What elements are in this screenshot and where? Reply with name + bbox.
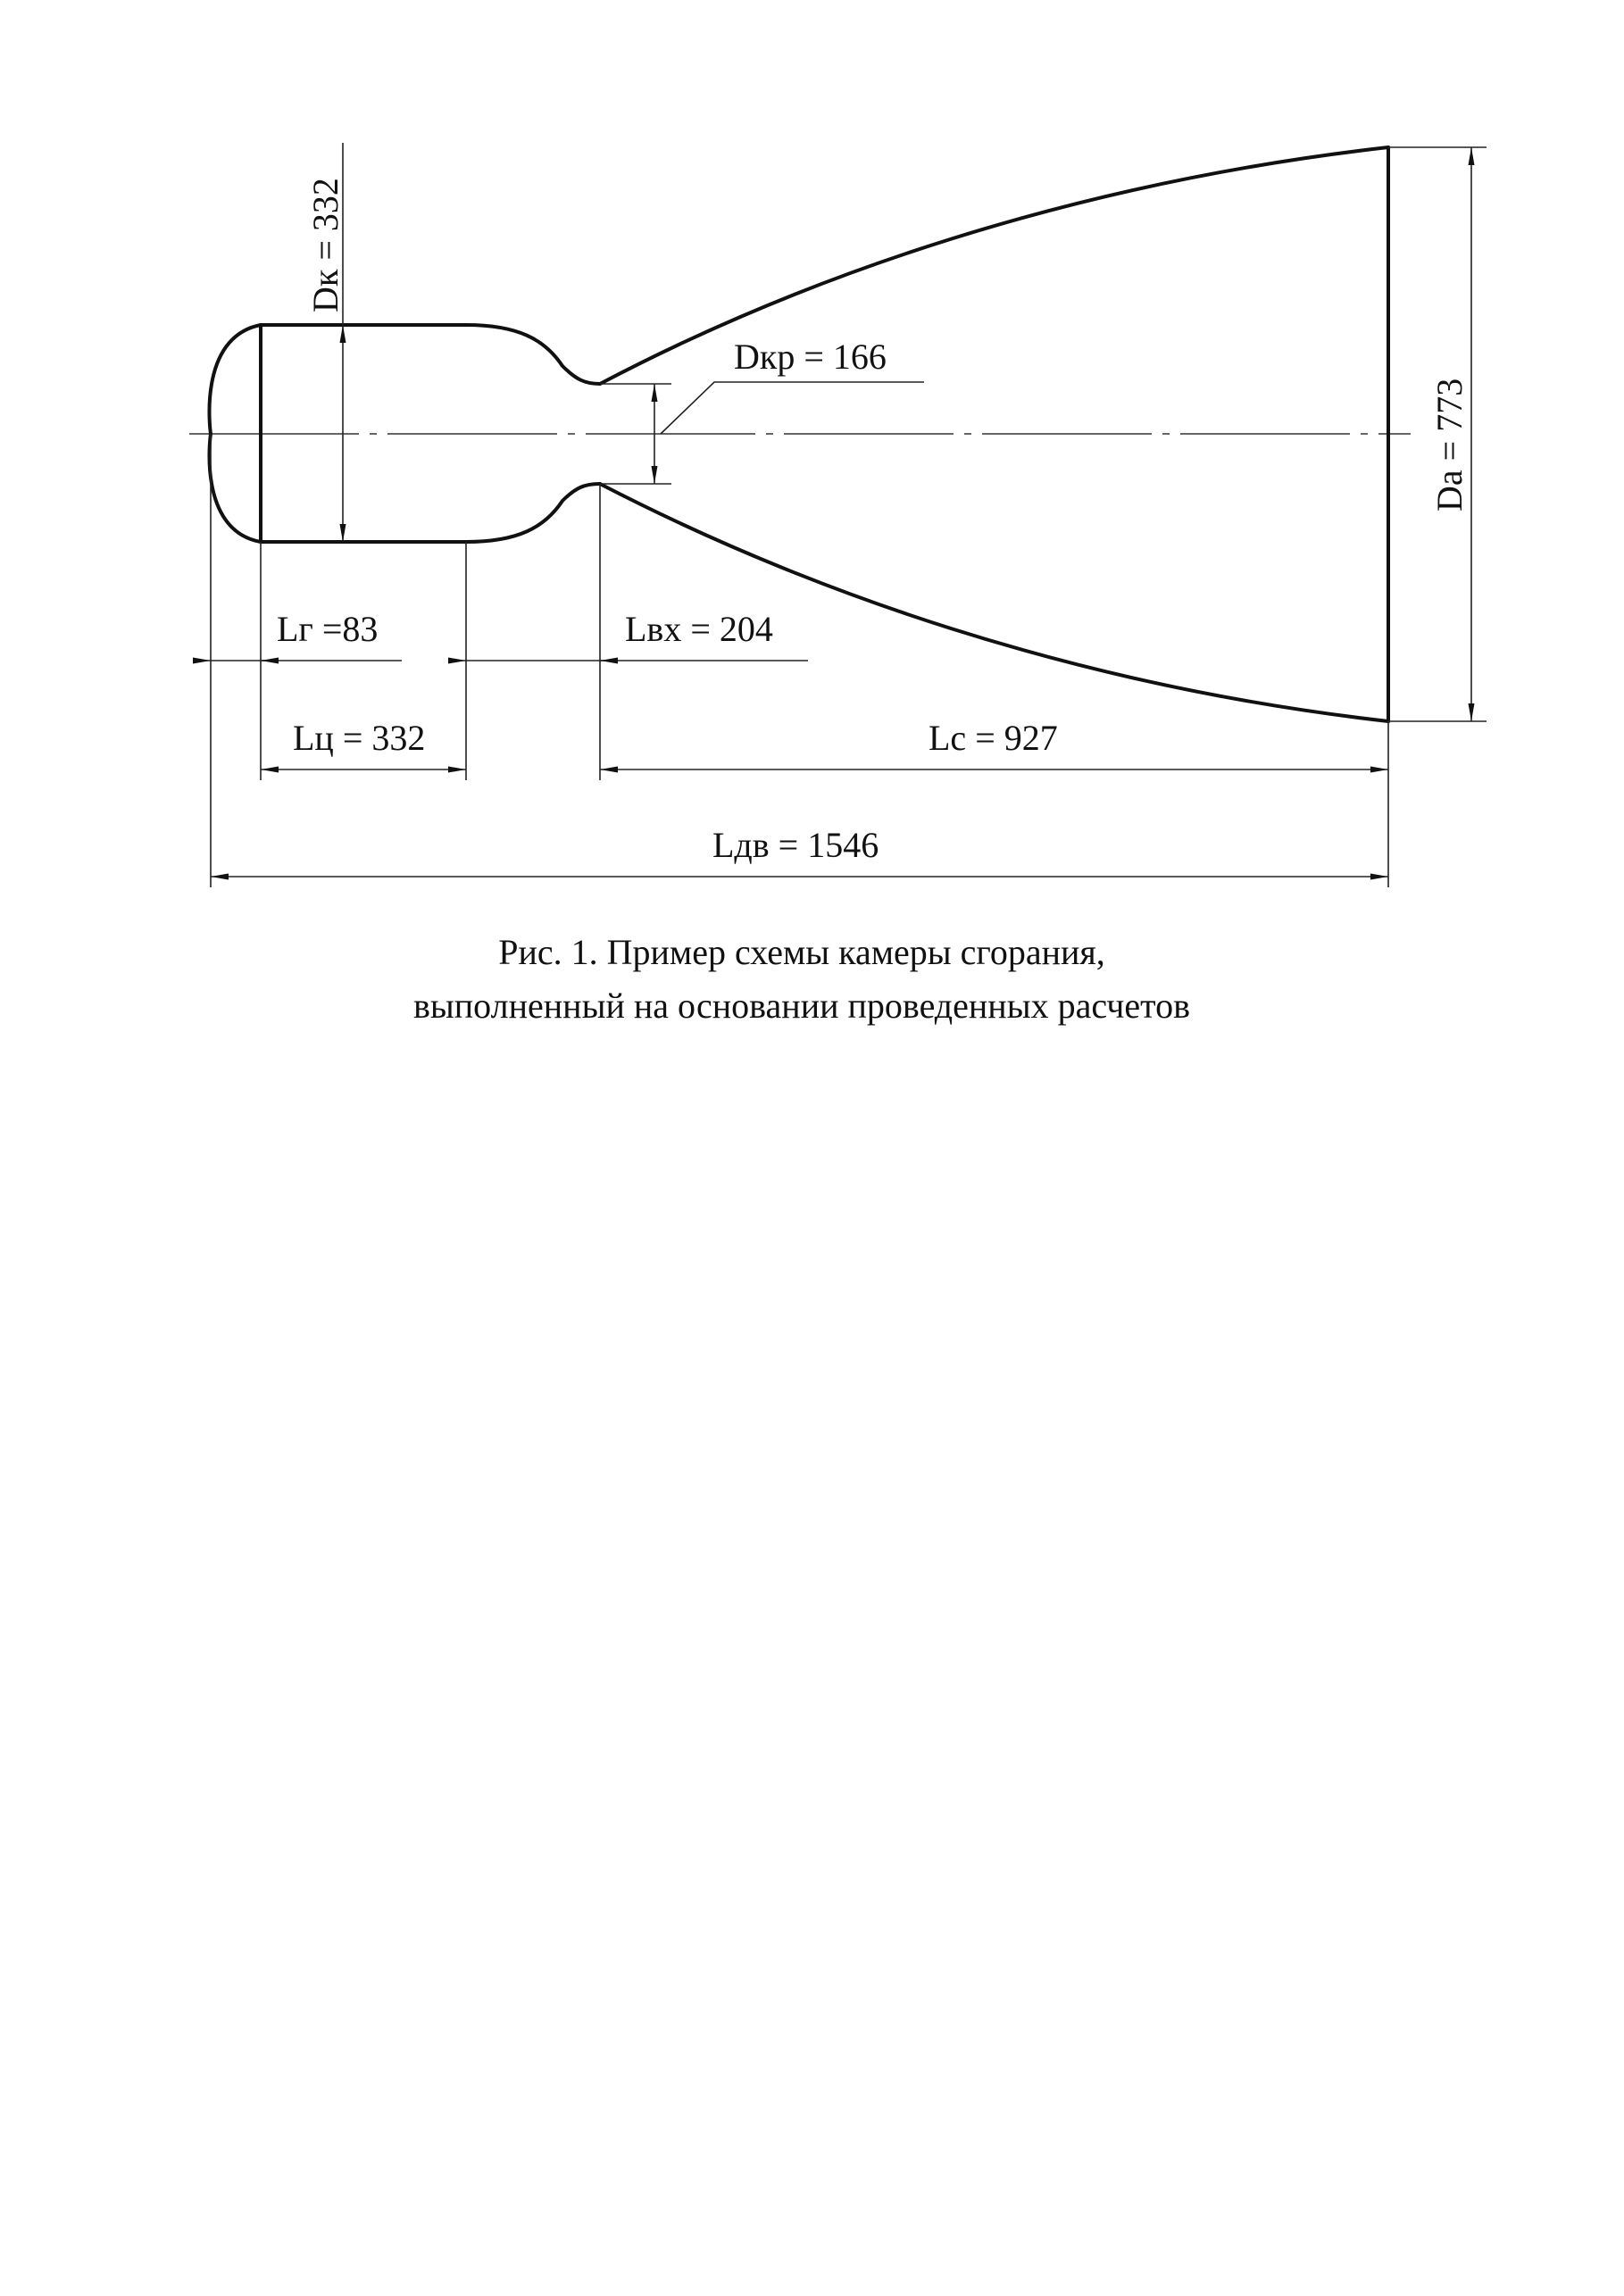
lg-label: Lг =83 (277, 609, 379, 649)
da-label: Da = 773 (1429, 378, 1470, 512)
caption-line-2: выполненный на основании проведенных расчетов (413, 986, 1190, 1026)
lc-nozzle-label: Lс = 927 (929, 718, 1058, 758)
extension-lines (211, 147, 1487, 887)
ldv-label: Lдв = 1546 (712, 825, 879, 865)
dkr-leader-line (661, 382, 924, 434)
lc-cyl-label: Lц = 332 (293, 718, 426, 758)
caption-line-1: Рис. 1. Пример схемы камеры сгорания, (498, 932, 1105, 972)
dkr-label: Dкр = 166 (734, 337, 887, 377)
lvx-label: Lвх = 204 (625, 609, 773, 649)
dk-label: Dк = 332 (305, 178, 346, 312)
